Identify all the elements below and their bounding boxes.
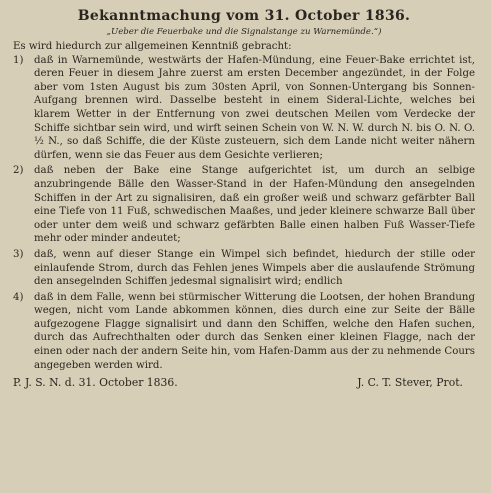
document-footer — [13, 375, 475, 390]
footer-signature: J. C. T. Stever, Prot. — [357, 376, 463, 390]
document-subtitle: „Ueber die Feuerbake und die Signalstange zu Warnemünde.“) — [106, 27, 382, 37]
document-title: Bekanntmachung vom 31. October 1836. — [77, 8, 411, 24]
item-text: daß in dem Falle, wenn bei stürmischer Witterung die Lootsen, der hohen Brandung wegen, nicht vom Lande abkommen können, dies durch eine zur Seite der Bälle aufgezogene Flagge signalisirt und dann den Schiffen, welche den Hafen suchen, durch das Aufrechthalten oder durch das Senken einer kleinen Flagge, nach der einen oder nach der andern Seite hin, vom Hafen-Damm aus der zu nehmende Cours angegeben werden wird. — [34, 291, 475, 371]
list-item — [13, 54, 475, 163]
item-number: 1) — [13, 54, 24, 66]
list-item — [13, 164, 475, 246]
footer-reference: P. J. S. N. d. 31. October 1836. — [13, 376, 178, 390]
list-item — [13, 248, 475, 289]
item-text: daß in Warnemünde, westwärts der Hafen-Mündung, eine Feuer-Bake errichtet ist, deren Feuer in diesem Jahre zuerst am ersten December angezündet, in der Folge aber vom 1sten August bis zum 30sten April, von Sonnen-Untergang bis Sonnen-Aufgang brennen wird. Dasselbe besteht in einem Sideral-Lichte, welches bei klarem Wetter in der Entfernung von zwei deutschen Meilen vom Verdecke der Schiffe sichtbar sein wird, und wirft seinen Schein von W. N. W. durch N. bis O. N. O. ½ N., so daß Schiffe, die der Küste zusteuern, sich dem Lande nicht weiter nähern dürfen, wenn sie das Feuer aus dem Gesichte verlieren; — [34, 54, 475, 161]
list-item — [13, 291, 475, 373]
item-number: 4) — [13, 291, 24, 303]
item-text: daß neben der Bake eine Stange aufgerichtet ist, um durch an selbige anzubringende Bälle den Wasser-Stand in der Hafen-Mündung den ansegelnden Schiffen in der Art zu signalisiren, daß ein großer weiß und schwarz gefärbter Ball eine Tiefe von 11 Fuß, schwedischen Maaßes, und jeder kleinere schwarze Ball über oder unter dem weiß und schwarz gefärbten Balle einen halben Fuß Wasser-Tiefe mehr oder minder andeutet; — [34, 165, 475, 245]
item-number: 2) — [13, 165, 24, 177]
item-number: 3) — [13, 248, 24, 260]
item-text: daß, wenn auf dieser Stange ein Wimpel sich befindet, hiedurch der stille oder einlaufende Strom, durch das Fehlen jenes Wimpels aber die auslaufende Strömung den ansegelnden Schiffen jedesmal signalisirt wird; endlich — [34, 248, 475, 288]
intro-paragraph: Es wird hiedurch zur allgemeinen Kenntniß gebracht: — [13, 41, 292, 52]
